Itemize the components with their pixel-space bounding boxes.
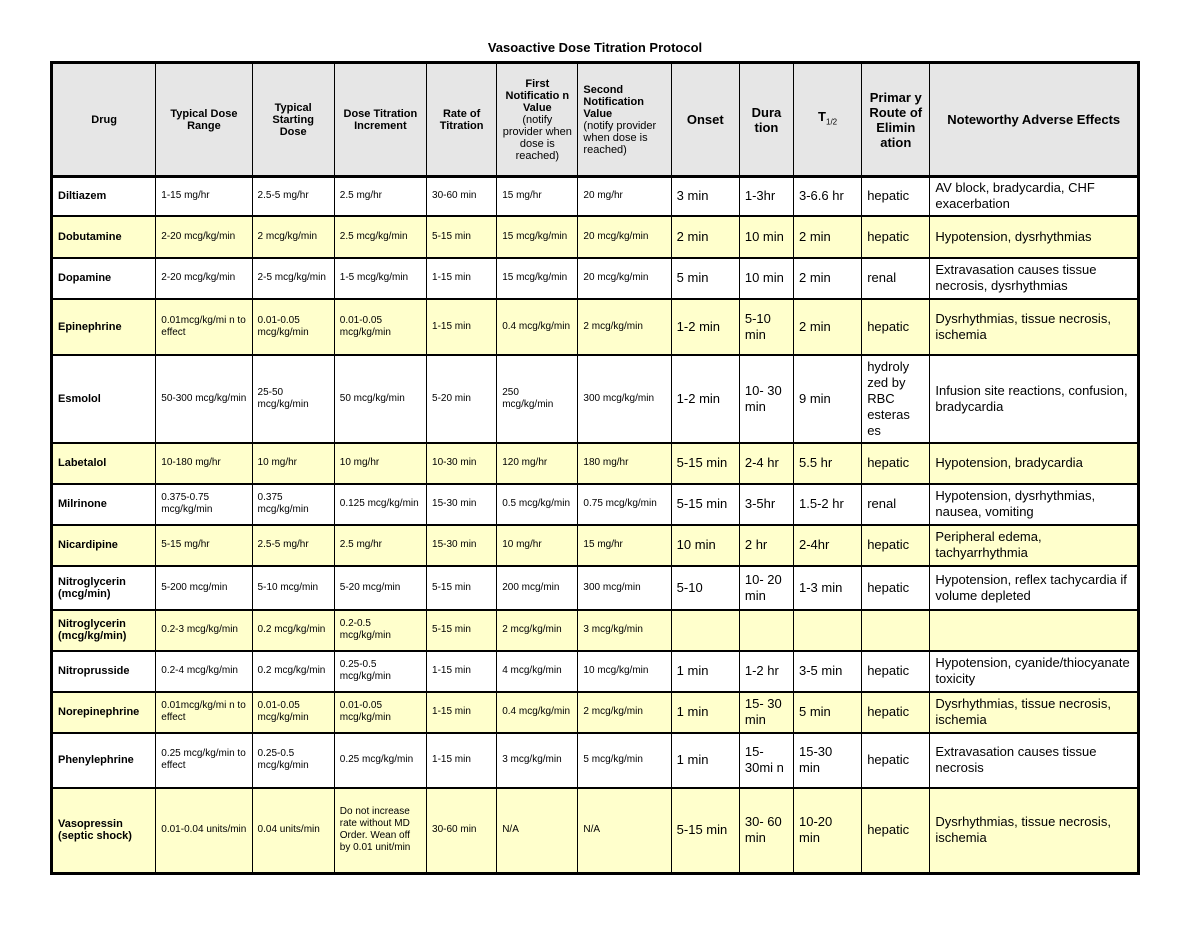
onset-cell: 5 min <box>671 258 739 299</box>
first-notification-cell: 120 mg/hr <box>497 443 578 484</box>
duration-cell: 15- 30 min <box>739 692 793 733</box>
first-notification-cell: 2 mcg/kg/min <box>497 610 578 651</box>
onset-cell: 1 min <box>671 692 739 733</box>
increment-cell: 2.5 mg/hr <box>334 525 426 566</box>
first-notification-cell: 200 mcg/min <box>497 566 578 610</box>
second-notification-cell: 20 mcg/kg/min <box>578 258 671 299</box>
route-cell: renal <box>862 484 930 525</box>
second-notification-cell: 2 mcg/kg/min <box>578 692 671 733</box>
header-half-life <box>794 63 862 177</box>
dose-range-cell: 5-200 mcg/min <box>156 566 252 610</box>
header-first-notification-note: (notify provider when dose is reached) <box>502 113 572 162</box>
table-row <box>52 692 1139 733</box>
table-row <box>52 177 1139 216</box>
increment-cell: Do not increase rate without MD Order. Wean off by 0.01 unit/min <box>334 788 426 874</box>
starting-dose-cell: 2.5-5 mg/hr <box>252 177 334 216</box>
increment-cell: 0.01-0.05 mcg/kg/min <box>334 299 426 355</box>
dose-range-cell: 2-20 mcg/kg/min <box>156 258 252 299</box>
duration-cell: 1-2 hr <box>739 651 793 692</box>
header-half-life-label: T <box>818 109 826 125</box>
table-row <box>52 566 1139 610</box>
increment-cell: 2.5 mg/hr <box>334 177 426 216</box>
duration-cell: 10 min <box>739 258 793 299</box>
header-drug: Drug <box>52 63 156 177</box>
rate-cell: 1-15 min <box>427 651 497 692</box>
onset-cell: 1 min <box>671 733 739 788</box>
increment-cell: 0.01-0.05 mcg/kg/min <box>334 692 426 733</box>
rate-cell: 10-30 min <box>427 443 497 484</box>
table-row <box>52 355 1139 443</box>
dose-range-cell: 0.375-0.75 mcg/kg/min <box>156 484 252 525</box>
first-notification-cell: 250 mcg/kg/min <box>497 355 578 443</box>
second-notification-cell: 20 mcg/kg/min <box>578 216 671 258</box>
adverse-effects-cell: Hypotension, dysrhythmias, nausea, vomiting <box>930 484 1139 525</box>
half-life-cell: 15-30 min <box>794 733 862 788</box>
half-life-cell: 2 min <box>794 258 862 299</box>
onset-cell: 10 min <box>671 525 739 566</box>
route-cell: hepatic <box>862 299 930 355</box>
route-cell: hepatic <box>862 733 930 788</box>
table-row <box>52 299 1139 355</box>
onset-cell: 1-2 min <box>671 299 739 355</box>
header-first-notification-label: First Notificatio n Value <box>505 77 570 114</box>
route-cell: hepatic <box>862 443 930 484</box>
starting-dose-cell: 10 mg/hr <box>252 443 334 484</box>
increment-cell: 0.25-0.5 mcg/kg/min <box>334 651 426 692</box>
route-cell: hepatic <box>862 651 930 692</box>
first-notification-cell: 0.5 mcg/kg/min <box>497 484 578 525</box>
second-notification-cell: 180 mg/hr <box>578 443 671 484</box>
adverse-effects-cell: AV block, bradycardia, CHF exacerbation <box>930 177 1139 216</box>
starting-dose-cell: 2-5 mcg/kg/min <box>252 258 334 299</box>
rate-cell: 15-30 min <box>427 525 497 566</box>
second-notification-cell: 5 mcg/kg/min <box>578 733 671 788</box>
header-starting-dose: Typical Starting Dose <box>252 63 334 177</box>
drug-cell: Milrinone <box>52 484 156 525</box>
header-dose-range: Typical Dose Range <box>156 63 252 177</box>
increment-cell: 0.125 mcg/kg/min <box>334 484 426 525</box>
half-life-cell: 3-6.6 hr <box>794 177 862 216</box>
starting-dose-cell: 0.2 mcg/kg/min <box>252 651 334 692</box>
duration-cell: 10- 20 min <box>739 566 793 610</box>
drug-cell: Vasopressin (septic shock) <box>52 788 156 874</box>
route-cell: hepatic <box>862 692 930 733</box>
adverse-effects-cell: Hypotension, bradycardia <box>930 443 1139 484</box>
increment-cell: 1-5 mcg/kg/min <box>334 258 426 299</box>
first-notification-cell: 4 mcg/kg/min <box>497 651 578 692</box>
rate-cell: 30-60 min <box>427 177 497 216</box>
dose-range-cell: 0.2-3 mcg/kg/min <box>156 610 252 651</box>
duration-cell: 10 min <box>739 216 793 258</box>
second-notification-cell: 15 mg/hr <box>578 525 671 566</box>
increment-cell: 5-20 mcg/min <box>334 566 426 610</box>
increment-cell: 0.2-0.5 mcg/kg/min <box>334 610 426 651</box>
first-notification-cell: 10 mg/hr <box>497 525 578 566</box>
table-row <box>52 788 1139 874</box>
drug-cell: Diltiazem <box>52 177 156 216</box>
dose-range-cell: 1-15 mg/hr <box>156 177 252 216</box>
second-notification-cell: 10 mcg/kg/min <box>578 651 671 692</box>
second-notification-cell: 2 mcg/kg/min <box>578 299 671 355</box>
duration-cell: 5-10 min <box>739 299 793 355</box>
route-cell <box>862 610 930 651</box>
duration-cell <box>739 610 793 651</box>
dose-range-cell: 0.01mcg/kg/mi n to effect <box>156 299 252 355</box>
half-life-cell: 9 min <box>794 355 862 443</box>
rate-cell: 5-15 min <box>427 216 497 258</box>
header-half-life-sub: 1/2 <box>826 117 838 127</box>
half-life-cell: 10-20 min <box>794 788 862 874</box>
first-notification-cell: 15 mg/hr <box>497 177 578 216</box>
starting-dose-cell: 0.2 mcg/kg/min <box>252 610 334 651</box>
first-notification-cell: N/A <box>497 788 578 874</box>
duration-cell: 2-4 hr <box>739 443 793 484</box>
route-cell: hepatic <box>862 525 930 566</box>
drug-cell: Epinephrine <box>52 299 156 355</box>
adverse-effects-cell: Extravasation causes tissue necrosis, dysrhythmias <box>930 258 1139 299</box>
duration-cell: 30- 60 min <box>739 788 793 874</box>
first-notification-cell: 15 mcg/kg/min <box>497 258 578 299</box>
first-notification-cell: 0.4 mcg/kg/min <box>497 692 578 733</box>
header-titration-increment: Dose Titration Increment <box>334 63 426 177</box>
header-row <box>52 63 1139 177</box>
onset-cell: 1 min <box>671 651 739 692</box>
second-notification-cell: N/A <box>578 788 671 874</box>
half-life-cell: 3-5 min <box>794 651 862 692</box>
first-notification-cell: 3 mcg/kg/min <box>497 733 578 788</box>
onset-cell: 5-15 min <box>671 484 739 525</box>
starting-dose-cell: 25-50 mcg/kg/min <box>252 355 334 443</box>
onset-cell: 5-15 min <box>671 443 739 484</box>
rate-cell: 1-15 min <box>427 733 497 788</box>
dose-range-cell: 10-180 mg/hr <box>156 443 252 484</box>
second-notification-cell: 0.75 mcg/kg/min <box>578 484 671 525</box>
adverse-effects-cell <box>930 610 1139 651</box>
onset-cell: 5-10 <box>671 566 739 610</box>
starting-dose-cell: 0.01-0.05 mcg/kg/min <box>252 299 334 355</box>
dose-range-cell: 2-20 mcg/kg/min <box>156 216 252 258</box>
table-row <box>52 216 1139 258</box>
half-life-cell: 5.5 hr <box>794 443 862 484</box>
half-life-cell: 1.5-2 hr <box>794 484 862 525</box>
header-second-notification-note: (notify provider when dose is reached) <box>583 119 657 156</box>
second-notification-cell: 300 mcg/min <box>578 566 671 610</box>
starting-dose-cell: 0.04 units/min <box>252 788 334 874</box>
table-row <box>52 651 1139 692</box>
header-route: Primar y Route of Elimin ation <box>862 63 930 177</box>
drug-cell: Labetalol <box>52 443 156 484</box>
duration-cell: 15- 30mi n <box>739 733 793 788</box>
adverse-effects-cell: Extravasation causes tissue necrosis <box>930 733 1139 788</box>
drug-cell: Esmolol <box>52 355 156 443</box>
adverse-effects-cell: Hypotension, cyanide/thiocyanate toxicity <box>930 651 1139 692</box>
header-second-notification-label: Second Notification Value <box>583 83 644 120</box>
half-life-cell: 1-3 min <box>794 566 862 610</box>
adverse-effects-cell: Dysrhythmias, tissue necrosis, ischemia <box>930 299 1139 355</box>
table-row <box>52 258 1139 299</box>
onset-cell <box>671 610 739 651</box>
starting-dose-cell: 2 mcg/kg/min <box>252 216 334 258</box>
route-cell: hepatic <box>862 788 930 874</box>
table-row <box>52 525 1139 566</box>
header-rate-of-titration: Rate of Titration <box>427 63 497 177</box>
duration-cell: 10- 30 min <box>739 355 793 443</box>
header-duration: Dura tion <box>739 63 793 177</box>
drug-cell: Phenylephrine <box>52 733 156 788</box>
adverse-effects-cell: Hypotension, dysrhythmias <box>930 216 1139 258</box>
adverse-effects-cell: Hypotension, reflex tachycardia if volume depleted <box>930 566 1139 610</box>
rate-cell: 1-15 min <box>427 258 497 299</box>
second-notification-cell: 300 mcg/kg/min <box>578 355 671 443</box>
onset-cell: 2 min <box>671 216 739 258</box>
adverse-effects-cell: Infusion site reactions, confusion, bradycardia <box>930 355 1139 443</box>
duration-cell: 1-3hr <box>739 177 793 216</box>
onset-cell: 3 min <box>671 177 739 216</box>
rate-cell: 5-15 min <box>427 566 497 610</box>
starting-dose-cell: 0.375 mcg/kg/min <box>252 484 334 525</box>
half-life-cell: 2-4hr <box>794 525 862 566</box>
starting-dose-cell: 0.01-0.05 mcg/kg/min <box>252 692 334 733</box>
rate-cell: 1-15 min <box>427 692 497 733</box>
route-cell: renal <box>862 258 930 299</box>
increment-cell: 50 mcg/kg/min <box>334 355 426 443</box>
route-cell: hepatic <box>862 177 930 216</box>
adverse-effects-cell: Peripheral edema, tachyarrhythmia <box>930 525 1139 566</box>
duration-cell: 3-5hr <box>739 484 793 525</box>
dose-range-cell: 0.01mcg/kg/mi n to effect <box>156 692 252 733</box>
half-life-cell <box>794 610 862 651</box>
route-cell: hepatic <box>862 566 930 610</box>
dose-range-cell: 0.01-0.04 units/min <box>156 788 252 874</box>
second-notification-cell: 20 mg/hr <box>578 177 671 216</box>
route-cell: hydroly zed by RBC esteras es <box>862 355 930 443</box>
increment-cell: 0.25 mcg/kg/min <box>334 733 426 788</box>
first-notification-cell: 15 mcg/kg/min <box>497 216 578 258</box>
header-onset: Onset <box>671 63 739 177</box>
header-first-notification <box>497 63 578 177</box>
drug-cell: Nitroglycerin (mcg/kg/min) <box>52 610 156 651</box>
drug-cell: Norepinephrine <box>52 692 156 733</box>
rate-cell: 30-60 min <box>427 788 497 874</box>
half-life-cell: 2 min <box>794 299 862 355</box>
dose-range-cell: 0.25 mcg/kg/min to effect <box>156 733 252 788</box>
adverse-effects-cell: Dysrhythmias, tissue necrosis, ischemia <box>930 788 1139 874</box>
rate-cell: 1-15 min <box>427 299 497 355</box>
rate-cell: 5-15 min <box>427 610 497 651</box>
route-cell: hepatic <box>862 216 930 258</box>
dose-range-cell: 50-300 mcg/kg/min <box>156 355 252 443</box>
drug-cell: Nitroglycerin (mcg/min) <box>52 566 156 610</box>
table-body <box>52 177 1139 874</box>
first-notification-cell: 0.4 mcg/kg/min <box>497 299 578 355</box>
increment-cell: 10 mg/hr <box>334 443 426 484</box>
second-notification-cell: 3 mcg/kg/min <box>578 610 671 651</box>
table-row <box>52 443 1139 484</box>
increment-cell: 2.5 mcg/kg/min <box>334 216 426 258</box>
page-title: Vasoactive Dose Titration Protocol <box>487 40 703 55</box>
table-row <box>52 610 1139 651</box>
onset-cell: 5-15 min <box>671 788 739 874</box>
starting-dose-cell: 5-10 mcg/min <box>252 566 334 610</box>
half-life-cell: 2 min <box>794 216 862 258</box>
titration-table <box>50 61 1140 875</box>
rate-cell: 5-20 min <box>427 355 497 443</box>
duration-cell: 2 hr <box>739 525 793 566</box>
onset-cell: 1-2 min <box>671 355 739 443</box>
drug-cell: Dobutamine <box>52 216 156 258</box>
table-row <box>52 733 1139 788</box>
starting-dose-cell: 2.5-5 mg/hr <box>252 525 334 566</box>
adverse-effects-cell: Dysrhythmias, tissue necrosis, ischemia <box>930 692 1139 733</box>
dose-range-cell: 0.2-4 mcg/kg/min <box>156 651 252 692</box>
drug-cell: Nicardipine <box>52 525 156 566</box>
table-row <box>52 484 1139 525</box>
drug-cell: Dopamine <box>52 258 156 299</box>
header-second-notification <box>578 63 671 177</box>
drug-cell: Nitroprusside <box>52 651 156 692</box>
starting-dose-cell: 0.25-0.5 mcg/kg/min <box>252 733 334 788</box>
dose-range-cell: 5-15 mg/hr <box>156 525 252 566</box>
half-life-cell: 5 min <box>794 692 862 733</box>
header-adverse-effects: Noteworthy Adverse Effects <box>930 63 1139 177</box>
rate-cell: 15-30 min <box>427 484 497 525</box>
